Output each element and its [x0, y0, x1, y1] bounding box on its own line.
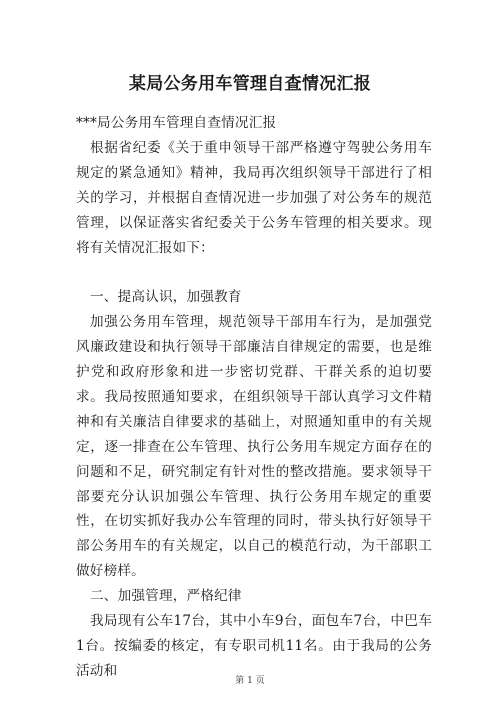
section-heading-1: 一、提高认识，加强教育	[90, 289, 242, 306]
paragraph-gap	[76, 260, 432, 285]
page-number: 第 1 页	[235, 676, 265, 686]
document-title: 某局公务用车管理自查情况汇报	[128, 74, 372, 94]
document-body	[76, 111, 432, 684]
section-heading-2: 二、加强管理，严格纪律	[90, 588, 242, 605]
intro-paragraph: 根据省纪委《关于重申领导干部严格遵守驾驶公务用车规定的紧急通知》精神，我局再次组织领导干部进行了相关的学习，并根据自查情况进一步加强了对公务车的规范管理，以保证落实省纪委关于公务车管理的相关要求。现将有关情况汇报如下：	[76, 139, 432, 256]
section-2-paragraph: 我局现有公车17台，其中小车9台，面包车7台，中巴车1台。按编委的核定，有专职司机11名。由于我局的公务活动和	[76, 613, 432, 679]
addressee-line: ***局公务用车管理自查情况汇报	[76, 115, 277, 131]
section-1-paragraph: 加强公务用车管理，规范领导干部用车行为，是加强党风廉政建设和执行领导干部廉洁自律规定的需要，也是维护党和政府形象和进一步密切党群、干群关系的迫切要求。我局按照通知要求，在组织领导干部认真学习文件精神和有关廉洁自律要求的基础上，对照通知重申的有关规定，逐一排查在公车管理、执行公务用车规定方面存在的问题和不足，研究制定有针对性的整改措施。要求领导干部要充分认识加强公车管理、执行公务用车规定的重要性，在切实抓好我办公车管理的同时，带头执行好领导干部公务用车的有关规定，以自己的模范行动，为干部职工做好榜样。	[76, 314, 432, 580]
